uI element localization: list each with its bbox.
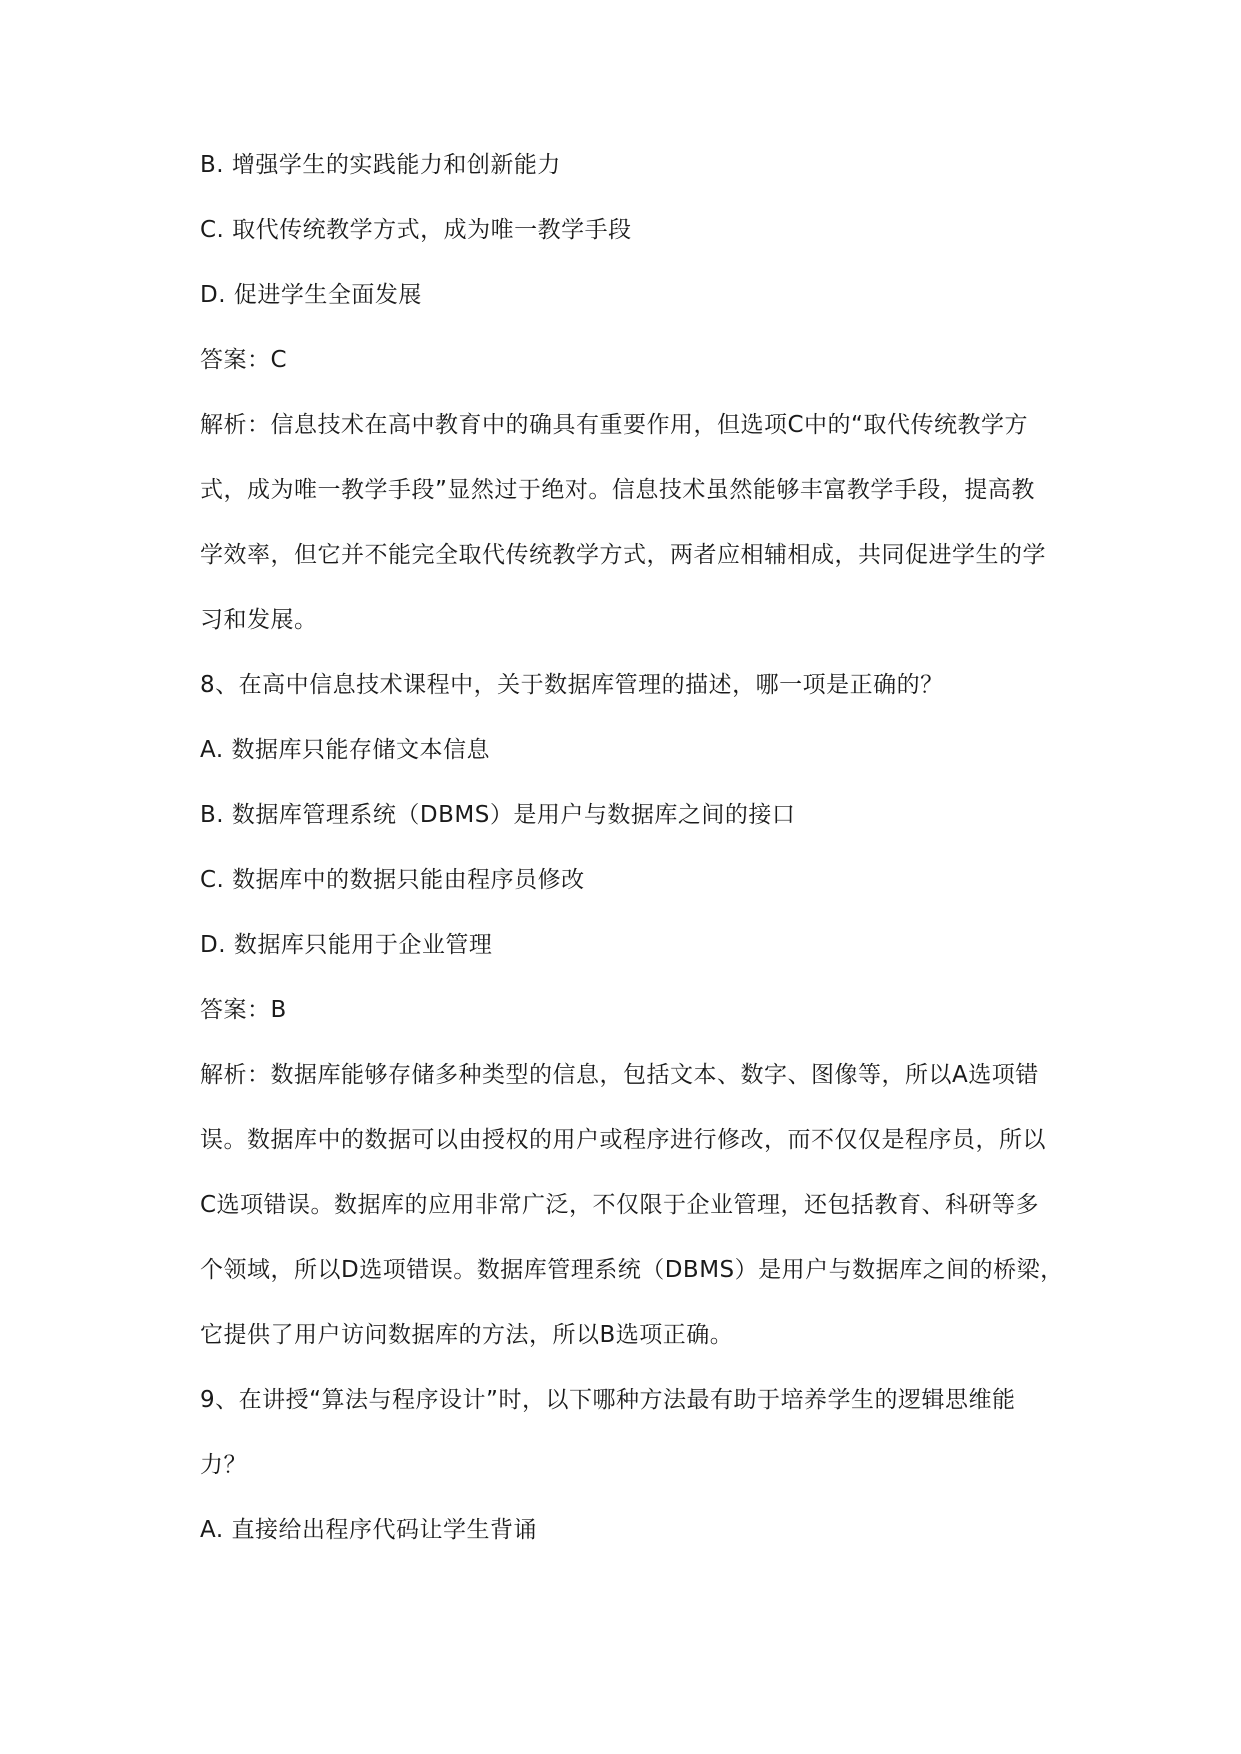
option-c-q8: C. 数据库中的数据只能由程序员修改 — [200, 867, 585, 893]
analysis-q8-line-5: 它提供了用户访问数据库的方法，所以B选项正确。 — [200, 1322, 734, 1348]
analysis-q7-line-1: 解析：信息技术在高中教育中的确具有重要作用，但选项C中的“取代传统教学方 — [200, 412, 1028, 438]
analysis-q8-line-4: 个领域，所以D选项错误。数据库管理系统（DBMS）是用户与数据库之间的桥梁， — [200, 1257, 1064, 1283]
option-d-q8: D. 数据库只能用于企业管理 — [200, 932, 493, 958]
analysis-q8-line-1: 解析：数据库能够存储多种类型的信息，包括文本、数字、图像等，所以A选项错 — [200, 1062, 1039, 1088]
analysis-q7-line-2: 式，成为唯一教学手段”显然过于绝对。信息技术虽然能够丰富教学手段，提高教 — [200, 477, 1035, 503]
answer-q8: 答案：B — [200, 997, 287, 1023]
option-a-q8: A. 数据库只能存储文本信息 — [200, 737, 490, 763]
answer-q7: 答案：C — [200, 347, 288, 373]
option-c-q7: C. 取代传统教学方式，成为唯一教学手段 — [200, 217, 632, 243]
option-b-q7: B. 增强学生的实践能力和创新能力 — [200, 152, 561, 178]
analysis-q8-line-3: C选项错误。数据库的应用非常广泛，不仅限于企业管理，还包括教育、科研等多 — [200, 1192, 1040, 1218]
question-8: 8、在高中信息技术课程中，关于数据库管理的描述，哪一项是正确的？ — [200, 672, 944, 698]
option-a-q9: A. 直接给出程序代码让学生背诵 — [200, 1517, 537, 1543]
analysis-q7-line-4: 习和发展。 — [200, 607, 318, 633]
analysis-q7-line-3: 学效率，但它并不能完全取代传统教学方式，两者应相辅相成，共同促进学生的学 — [200, 542, 1046, 568]
option-d-q7: D. 促进学生全面发展 — [200, 282, 422, 308]
question-9-line-1: 9、在讲授“算法与程序设计”时，以下哪种方法最有助于培养学生的逻辑思维能 — [200, 1387, 1016, 1413]
option-b-q8: B. 数据库管理系统（DBMS）是用户与数据库之间的接口 — [200, 802, 796, 828]
question-9-line-2: 力？ — [200, 1452, 247, 1478]
analysis-q8-line-2: 误。数据库中的数据可以由授权的用户或程序进行修改，而不仅仅是程序员，所以 — [200, 1127, 1046, 1153]
